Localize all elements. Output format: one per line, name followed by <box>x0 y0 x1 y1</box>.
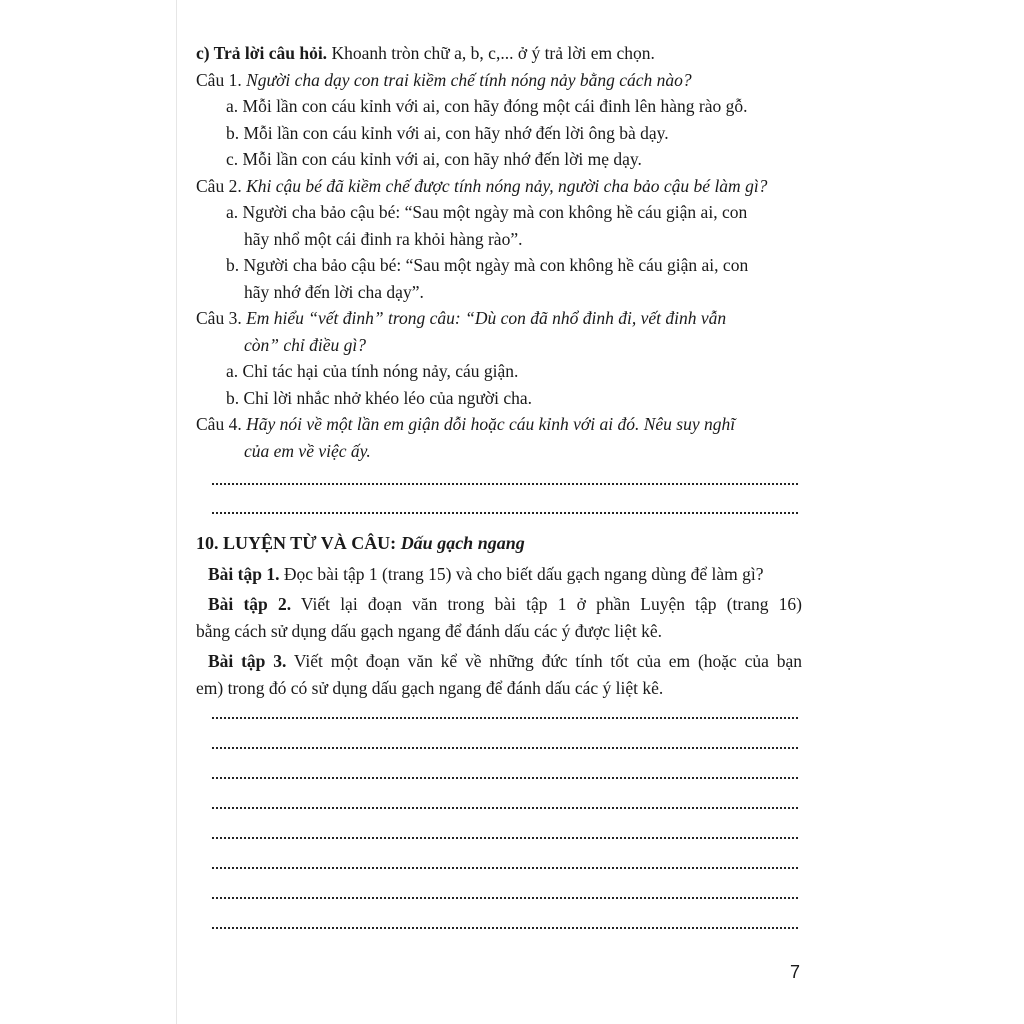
exercise-3 <box>196 648 802 701</box>
question-2 <box>196 173 802 200</box>
exercise-3-text-line1: Viết một đoạn văn kể về những đức tính tốt của em (hoặc của bạn <box>286 651 802 671</box>
question-3-option-b[interactable]: b. Chỉ lời nhắc nhở khéo léo của người cha. <box>226 387 532 408</box>
section-10-title: 10. LUYỆN TỪ VÀ CÂU: <box>196 533 401 553</box>
question-2-option-a[interactable] <box>196 199 802 252</box>
writing-line[interactable] <box>212 806 798 809</box>
writing-line[interactable] <box>212 926 798 929</box>
writing-line[interactable] <box>212 896 798 899</box>
question-4-number: Câu 4. <box>196 414 247 434</box>
question-1-text: Người cha dạy con trai kiềm chế tính nóng nảy bằng cách nào? <box>246 69 692 90</box>
exercise-1 <box>196 561 802 588</box>
part-c-heading <box>196 40 802 67</box>
question-2-number: Câu 2. <box>196 175 247 196</box>
question-2-option-b-line2: hãy nhớ đến lời cha dạy”. <box>244 281 424 302</box>
writing-area[interactable] <box>196 716 802 929</box>
exercise-1-text: Đọc bài tập 1 (trang 15) và cho biết dấu gạch ngang dùng để làm gì? <box>279 563 764 584</box>
answer-line[interactable] <box>212 482 798 485</box>
question-1-number: Câu 1. <box>196 69 247 90</box>
exercise-3-text-line2: em) trong đó có sử dụng dấu gạch ngang để đánh dấu các ý liệt kê. <box>196 677 664 698</box>
exercise-2-label: Bài tập 2. <box>208 594 292 614</box>
answer-line[interactable] <box>212 511 798 514</box>
section-10-subtitle: Dấu gạch ngang <box>400 533 525 553</box>
question-2-text: Khi cậu bé đã kiềm chế được tính nóng nảy, người cha bảo cậu bé làm gì? <box>246 175 768 196</box>
writing-line[interactable] <box>212 716 798 719</box>
question-4-text-line1: Hãy nói về một lần em giận dỗi hoặc cáu kỉnh với ai đó. Nêu suy nghĩ <box>246 414 736 434</box>
part-c-instruction: Khoanh tròn chữ a, b, c,... ở ý trả lời em chọn. <box>327 43 655 63</box>
exercise-2-text-line2: bằng cách sử dụng dấu gạch ngang để đánh dấu các ý được liệt kê. <box>196 620 663 641</box>
question-3 <box>196 305 802 332</box>
question-4-text-line2: của em về việc ấy. <box>244 440 371 461</box>
question-2-option-a-line1: a. Người cha bảo cậu bé: “Sau một ngày mà con không hề cáu giận ai, con <box>226 202 748 222</box>
exercise-2-line1 <box>196 591 802 618</box>
question-3-number: Câu 3. <box>196 308 247 328</box>
part-c-label: c) Trả lời câu hỏi. <box>196 43 328 63</box>
exercise-3-line1 <box>196 648 802 675</box>
question-2-option-a-line2: hãy nhổ một cái đinh ra khỏi hàng rào”. <box>244 228 523 249</box>
writing-line[interactable] <box>212 866 798 869</box>
writing-line[interactable] <box>212 746 798 749</box>
question-1-option-b[interactable]: b. Mỗi lần con cáu kỉnh với ai, con hãy nhớ đến lời ông bà dạy. <box>226 122 669 143</box>
worksheet-content <box>196 40 802 929</box>
writing-line[interactable] <box>212 836 798 839</box>
question-1 <box>196 67 802 94</box>
question-4 <box>196 411 802 438</box>
exercise-3-label: Bài tập 3. <box>208 651 287 671</box>
exercise-2-text-line1: Viết lại đoạn văn trong bài tập 1 ở phần Luyện tập (trang 16) <box>291 594 802 614</box>
question-1-option-c[interactable]: c. Mỗi lần con cáu kỉnh với ai, con hãy nhớ đến lời mẹ dạy. <box>226 149 642 169</box>
question-2-option-b-line1: b. Người cha bảo cậu bé: “Sau một ngày mà con không hề cáu giận ai, con <box>226 255 749 275</box>
question-3-text-line2: còn” chỉ điều gì? <box>244 334 366 355</box>
page-edge <box>176 0 177 1024</box>
exercise-2 <box>196 591 802 644</box>
question-3-option-a[interactable]: a. Chỉ tác hại của tính nóng nảy, cáu giận. <box>226 361 519 381</box>
question-2-option-b[interactable] <box>196 252 802 305</box>
question-1-option-a[interactable]: a. Mỗi lần con cáu kỉnh với ai, con hãy đóng một cái đinh lên hàng rào gỗ. <box>226 96 748 116</box>
writing-line[interactable] <box>212 776 798 779</box>
question-3-text-line1: Em hiểu “vết đinh” trong câu: “Dù con đã nhổ đinh đi, vết đinh vẫn <box>246 308 727 328</box>
section-10-heading <box>196 530 802 557</box>
exercise-1-label: Bài tập 1. <box>208 563 280 584</box>
page-number: 7 <box>790 962 801 982</box>
